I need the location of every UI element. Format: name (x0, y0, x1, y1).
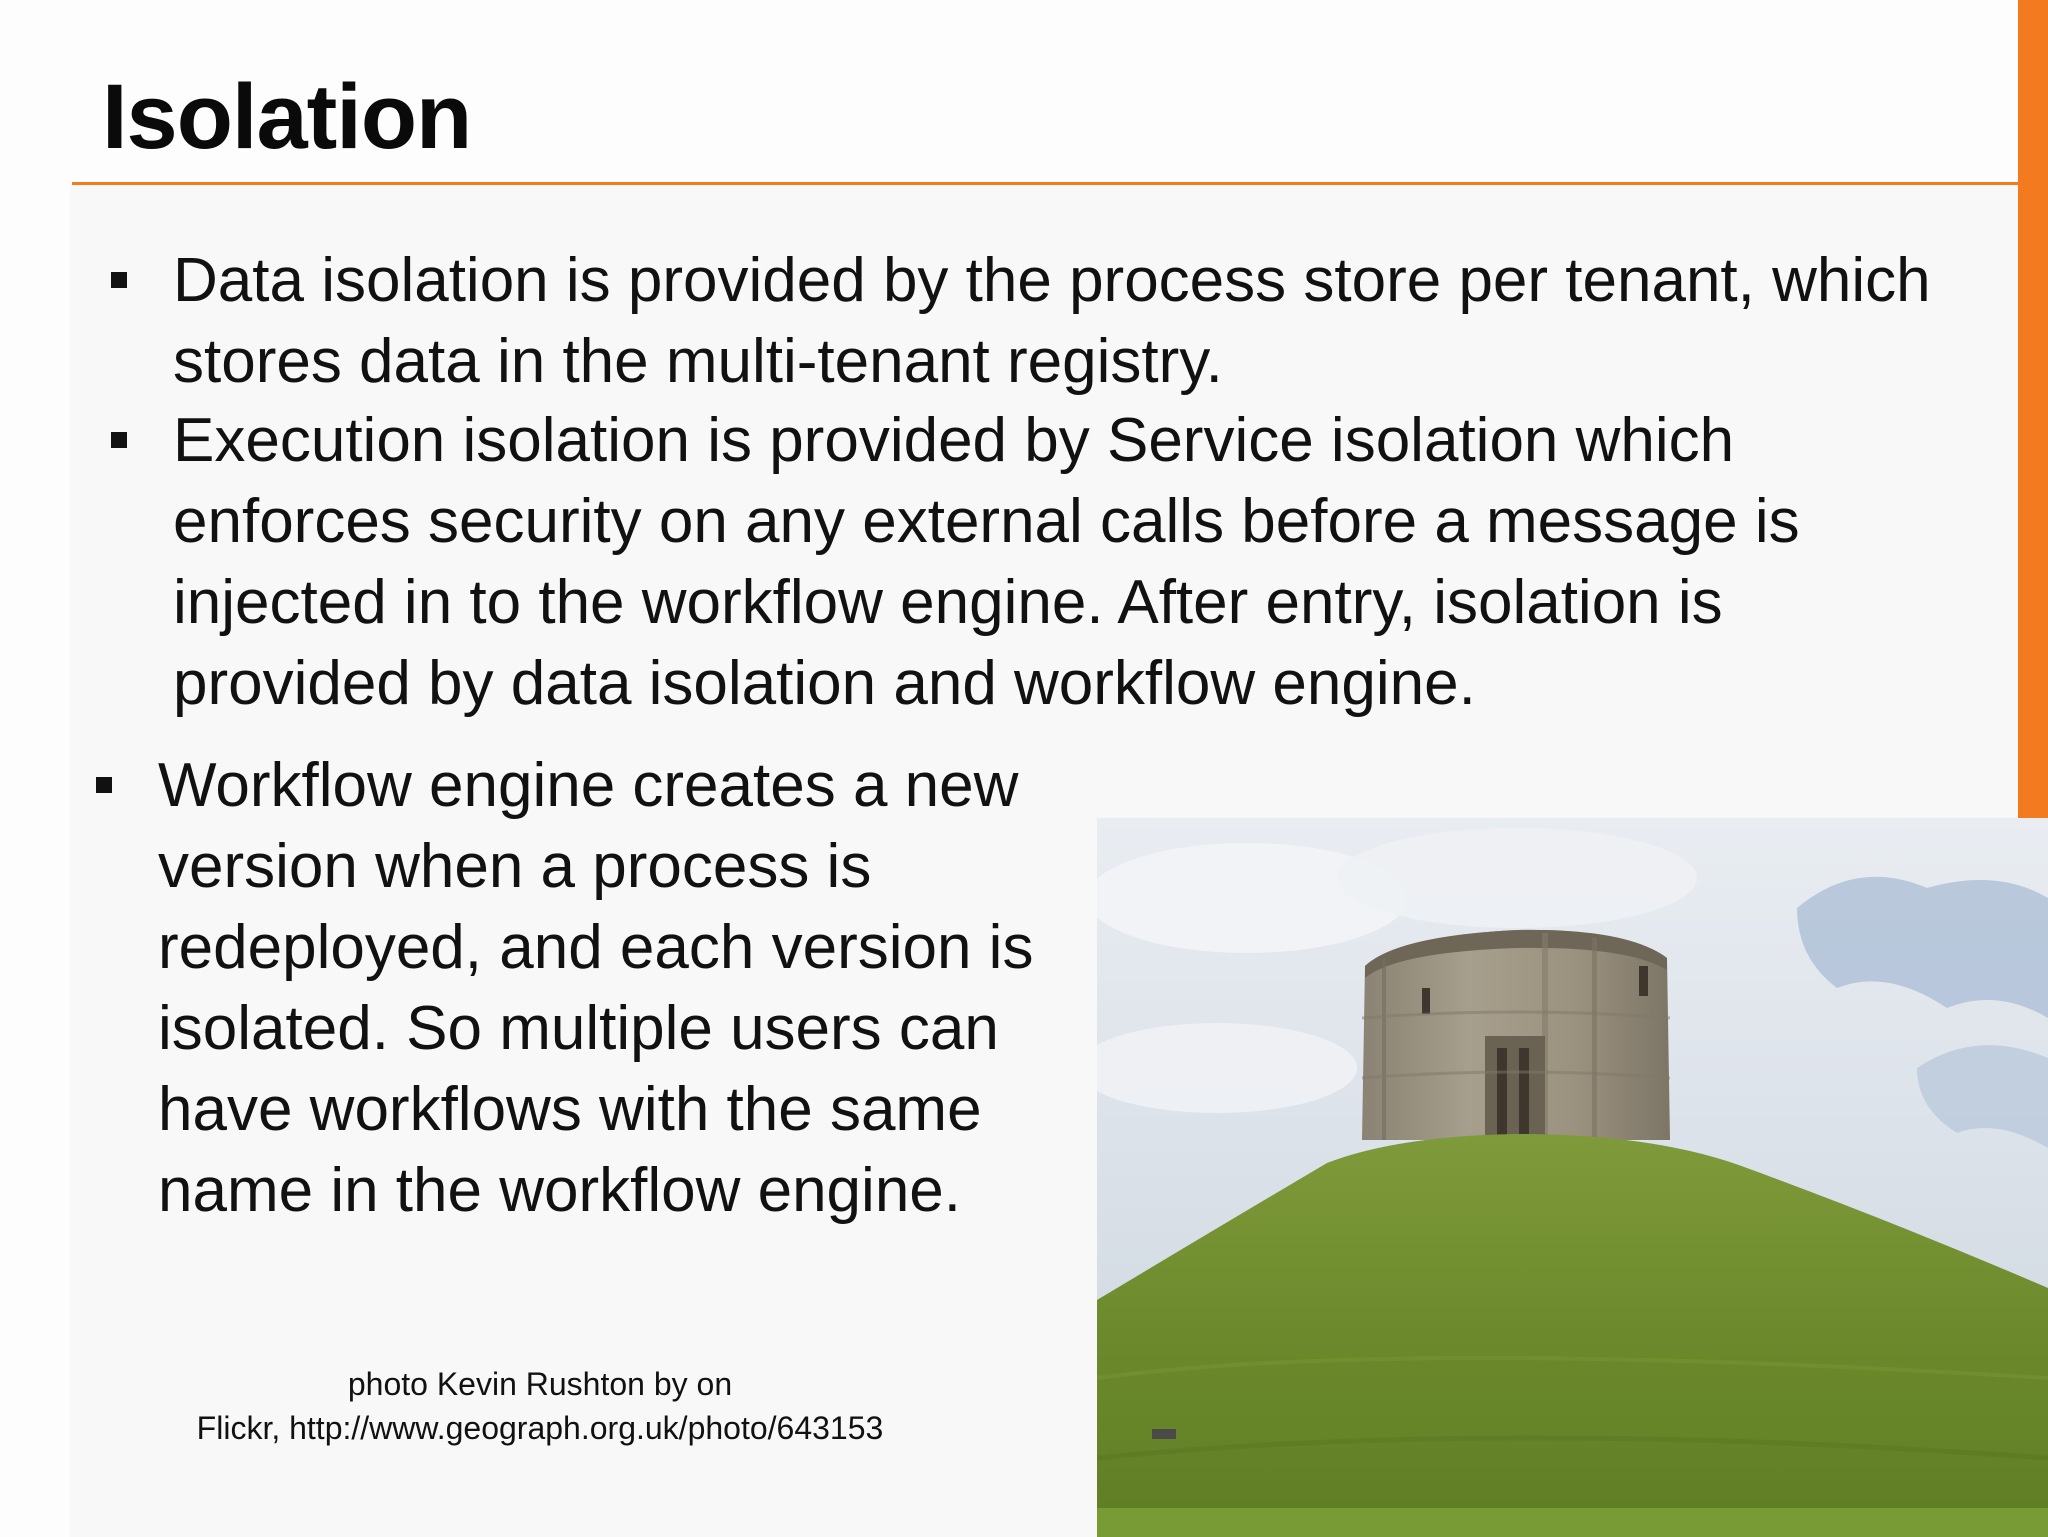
square-bullet-icon (111, 272, 127, 288)
bullet-text: Data isolation is provided by the process store per tenant, which stores data in the multi-tenant registry. (173, 246, 1931, 396)
bullet-text: Execution isolation is provided by Service isolation which enforces security on any external calls before a message is injected in to the workflow engine. After entry, isolation is provided by data isolation and workflow engine. (173, 406, 1800, 718)
bullet-execution-isolation (173, 400, 1973, 724)
photo-credit-line-2: Flickr, http://www.geograph.org.uk/photo/643153 (196, 1410, 884, 1446)
castle-tower (1362, 930, 1670, 1140)
title-divider (72, 182, 2018, 185)
bullet-data-isolation (173, 240, 1973, 402)
square-bullet-icon (96, 777, 112, 793)
castle-photo (1097, 818, 2048, 1537)
bullet-text: Workflow engine creates a new version when a process is redeployed, and each version is isolated. So multiple users can have workflows with the same name in the workflow engine. (158, 751, 1034, 1225)
photo-credit-line-1: photo Kevin Rushton by on (347, 1366, 733, 1402)
slide-title: Isolation (102, 66, 472, 168)
bullet-workflow-versioning (158, 745, 1118, 1231)
square-bullet-icon (111, 432, 127, 448)
accent-bar (2018, 0, 2048, 818)
photo-credit (120, 1362, 960, 1450)
